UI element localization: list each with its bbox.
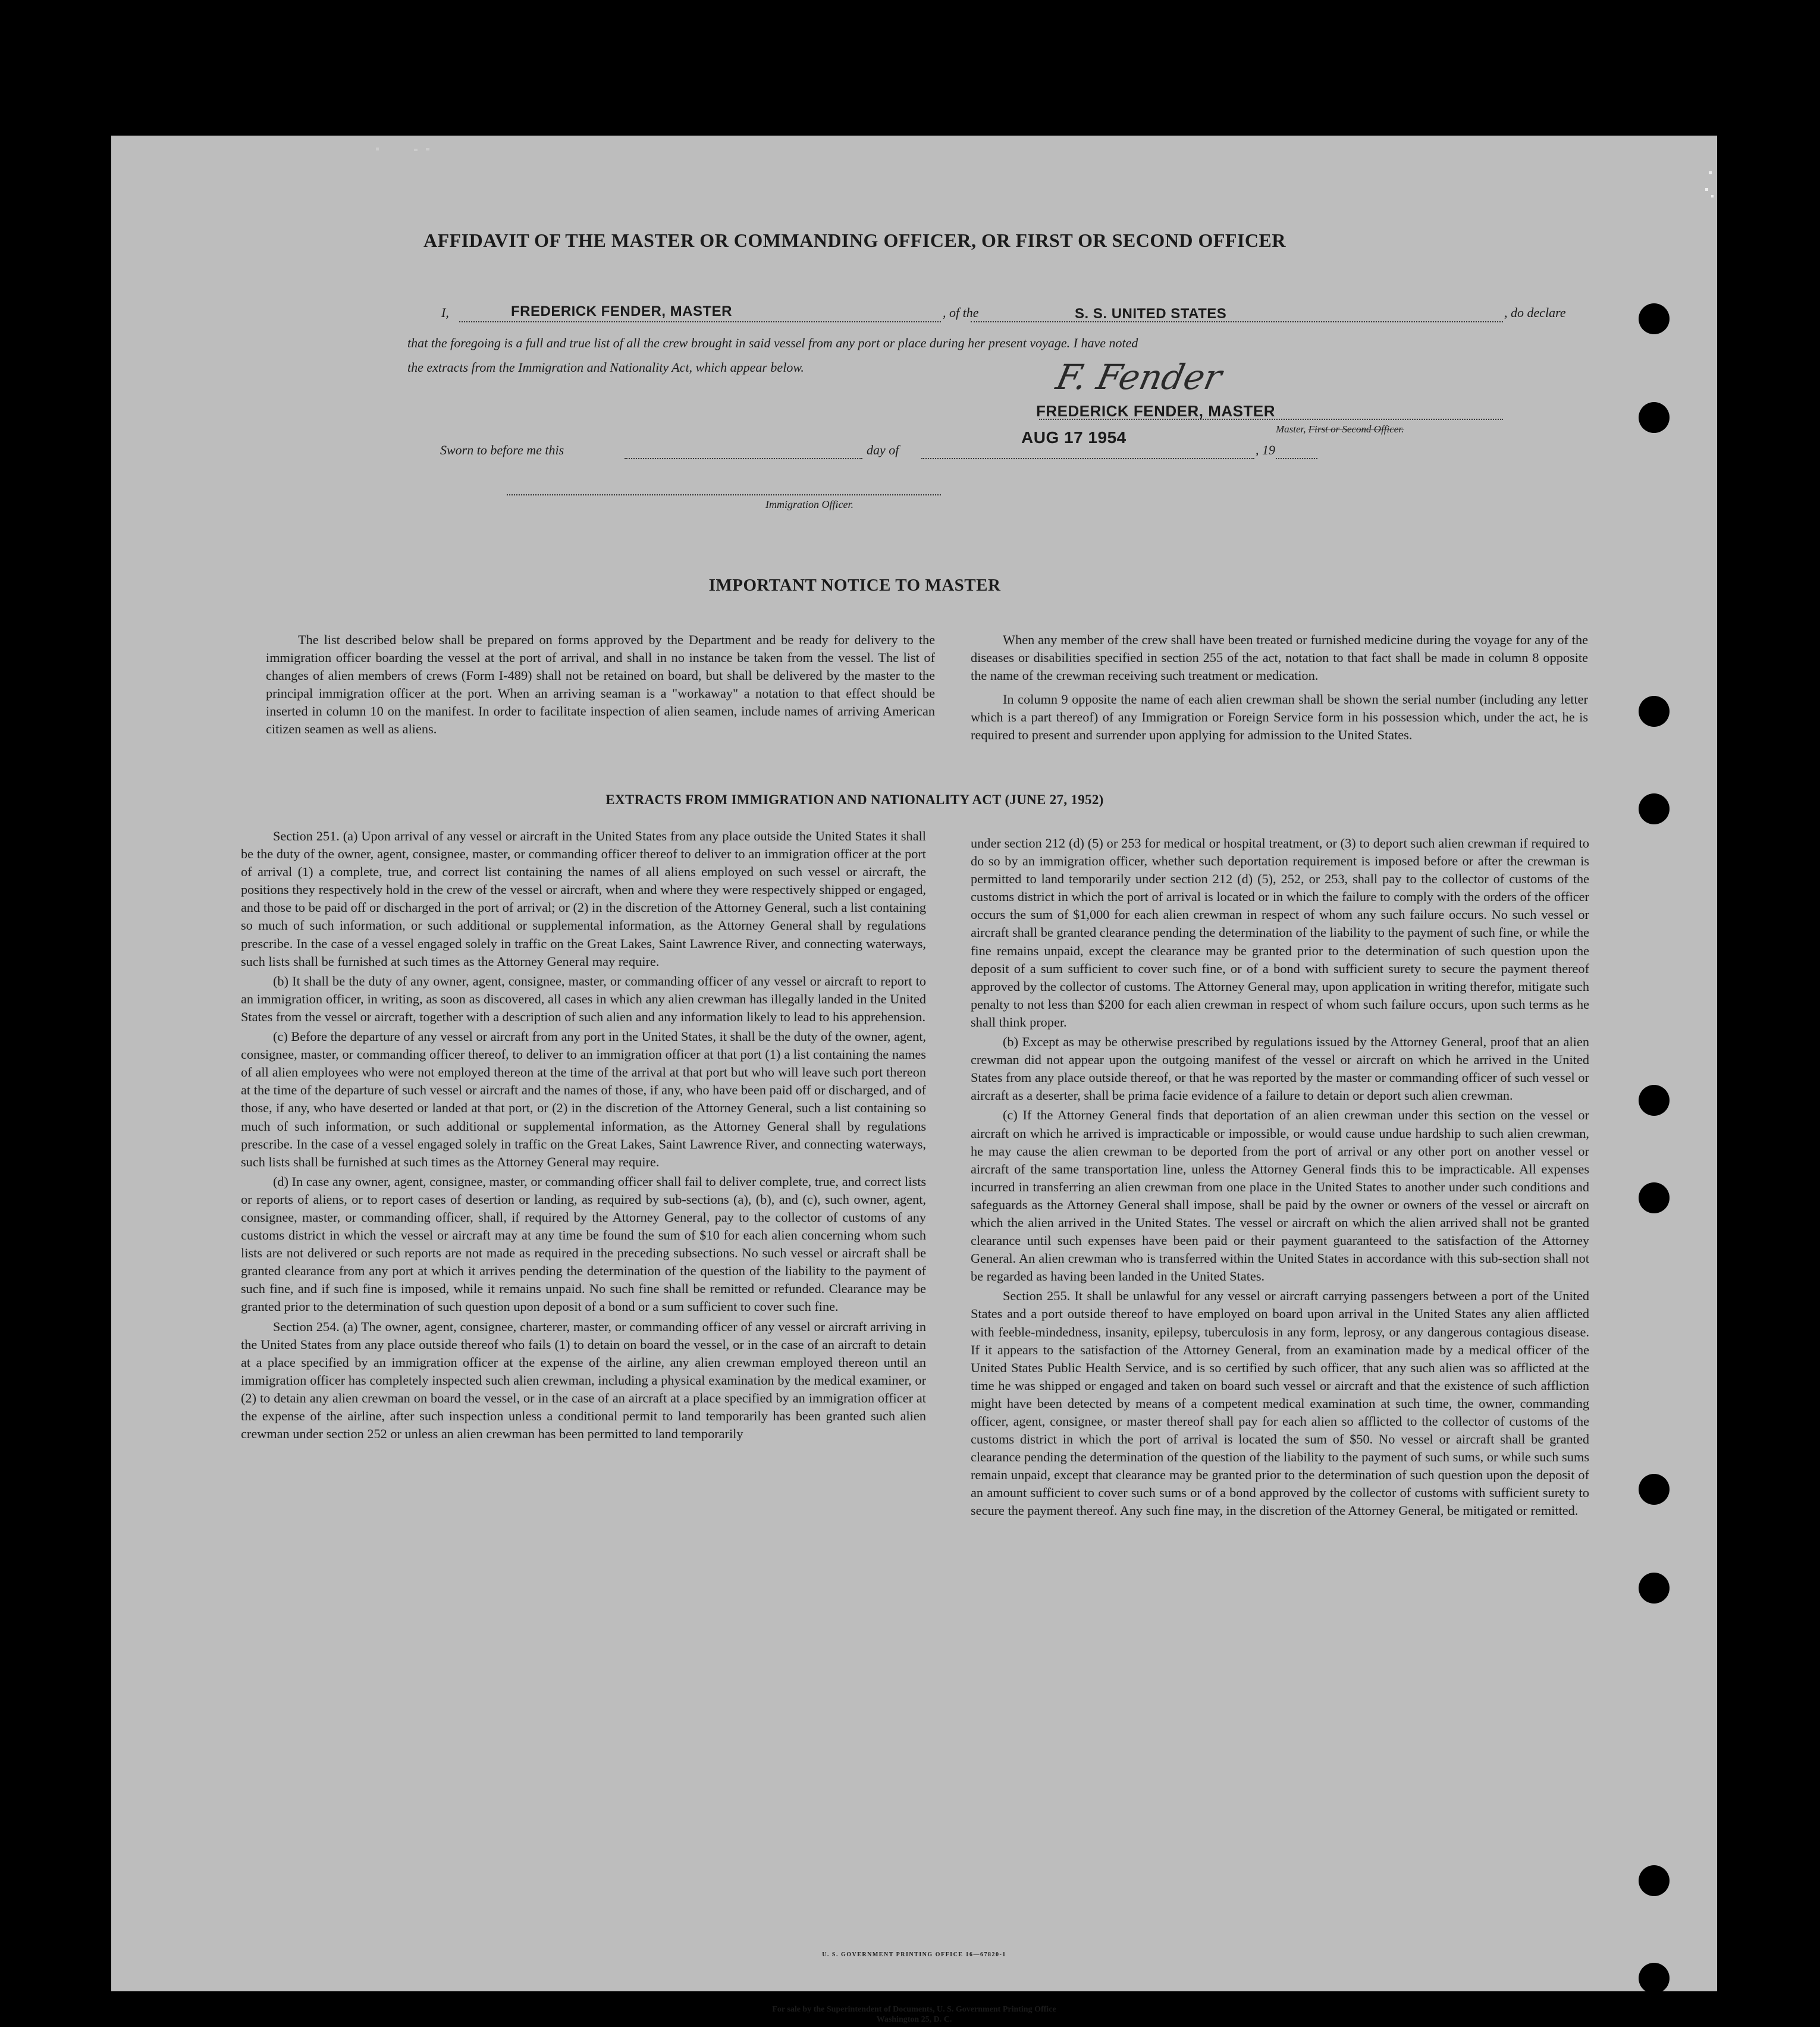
year-prefix: , 19 <box>1256 443 1275 457</box>
punch-hole <box>1639 696 1670 727</box>
do-declare-label: , do declare <box>1504 305 1566 320</box>
punch-hole <box>1639 793 1670 824</box>
act-paragraph: (c) If the Attorney General finds that deportation of an alien crewman under this section on the vessel or aircraft on which he arrived is impracticable or impossible, or would cause undue hardship to such alien crewman, he may cause the alien crewman to be deported from the port of arrival or any other port on another vessel or aircraft of the same transportation line, unless the Attorney General finds this to be impracticable. All expenses incurred in transferring an alien crewman from one place in the United States to another under such conditions and safeguards as the Attorney General shall impose, shall be paid by the owner or owners of the vessel or aircraft on which the alien arrived in the United States. The vessel or aircraft on which the alien arrived shall not be granted clearance until such expenses have been paid or their payment guaranteed to the satisfaction of the Attorney General. An alien crewman who is transferred within the United States in accordance with this sub-section shall not be regarded as having been landed in the United States. <box>971 1107 1589 1284</box>
sale-notice-line-1: For sale by the Superintendent of Documents, U. S. Government Printing Office <box>772 2005 1056 2014</box>
act-paragraph: (d) In case any owner, agent, consignee, master, or commanding officer shall fail to deliver complete, true, and correct lists or reports of aliens, or to report cases of desertion or landing, as required by sub-sections (a), (b), and (c), such owner, agent, consignee, master, or commanding officer, shall, if required by the Attorney General, pay to the collector of customs of any customs district in which the vessel or aircraft may at any time be found the sum of $10 for each alien concerning whom such lists are not delivered or such reports are not made as required in the preceding subsections. No such vessel or aircraft shall be granted clearance from any port at which it arrives pending the determination of the question of the liability to the payment of such fine, and if such fine is imposed, while it remains unpaid. No such fine shall be remitted or refunded. Clearance may be granted prior to the determination of such question upon deposit of a bond or a sum sufficient to cover such fine. <box>241 1173 926 1314</box>
master-caption-text: Master, <box>1276 423 1306 435</box>
sworn-day-line <box>625 458 862 459</box>
vessel-name: S. S. UNITED STATES <box>1075 306 1227 322</box>
notice-paragraph: In column 9 opposite the name of each alien crewman shall be shown the serial number (including any letter which is a part thereof) of any Immigration or Foreign Service form in his possession which, under the act, he is required to present and surrender upon applying for admission to the United States. <box>971 692 1588 743</box>
act-paragraph: Section 251. (a) Upon arrival of any vessel or aircraft in the United States from any place outside the United States it shall be the duty of the owner, agent, consignee, master, or commanding officer thereof to deliver to an immigration officer at the port of arrival (1) a complete, true, and correct list containing the names of all aliens employed on such vessel or aircraft, the positions they respectively hold in the crew of the vessel or aircraft, when and where they were respectively shipped or engaged, and those to be paid off or discharged in the port of arrival; or (2) in the discretion of the Attorney General, such a list containing so much of such information, or such additional or supplemental information, as the Attorney General shall by regulations prescribe. In the case of a vessel engaged solely in traffic on the Great Lakes, Saint Lawrence River, and connecting waterways, such lists shall be furnished at such times as the Attorney General may require. <box>241 829 926 969</box>
punch-hole <box>1639 402 1670 433</box>
declarant-prefix: I, <box>441 305 449 320</box>
day-of-label: day of <box>867 443 899 457</box>
master-signature: F. Fender <box>1052 357 1226 397</box>
notice-title: IMPORTANT NOTICE TO MASTER <box>708 576 1001 595</box>
master-caption-struck: First or Second Officer. <box>1308 423 1404 435</box>
scan-speck <box>426 148 429 150</box>
notice-right-column <box>971 631 1588 746</box>
act-paragraph: under section 212 (d) (5) or 253 for medical or hospital treatment, or (3) to deport such alien crewman if required to do so by an immigration officer, whether such deportation requirement is imposed before or after the crewman is permitted to land temporarily under section 212 (d) (5), 252, or 253, shall pay to the collector of customs of the customs district in which the port of arrival is located or in which the failure to comply with the orders of the officer occurs the sum of $1,000 for each alien crewman in respect of whom any such failure occurs. No such vessel or aircraft shall be granted clearance pending the determination of the liability to the payment of such fine, or while the fine remains unpaid, except the clearance may be granted prior to the determination of such question upon the deposit of a sum sufficient to cover such fine, or of a bond with sufficient surety to secure the payment thereof approved by the collector of customs. The Attorney General may, upon application in writing therefor, mitigate such penalty to not less than $200 for each alien crewman in respect of whom such failure occurs, upon such terms as he shall think proper. <box>971 836 1589 1030</box>
vessel-line <box>971 321 1503 322</box>
date-stamp: AUG 17 1954 <box>1021 428 1126 447</box>
of-the-label: , of the <box>943 305 979 320</box>
affidavit-text-line-2: that the foregoing is a full and true list of all the crew brought in said vessel from any port or place during her present voyage. I have noted <box>407 335 1138 350</box>
punch-hole <box>1639 1573 1670 1604</box>
scan-speck <box>376 148 379 150</box>
immigration-officer-line <box>507 494 941 495</box>
sworn-year-line <box>1276 458 1317 459</box>
declarant-name: FREDERICK FENDER, MASTER <box>511 303 733 319</box>
sworn-label: Sworn to before me this <box>440 443 564 457</box>
affidavit-text-line-3: the extracts from the Immigration and Nationality Act, which appear below. <box>407 360 804 375</box>
sworn-month-line <box>921 458 1254 459</box>
punch-hole <box>1639 1474 1670 1505</box>
scan-speck <box>1709 171 1712 174</box>
notice-paragraph: The list described below shall be prepared on forms approved by the Department and be ready for delivery to the immigration officer boarding the vessel at the port of arrival, and shall in no instance be taken from the vessel. The list of changes of alien members of crews (Form I-489) shall not be retained on board, but shall be delivered by the master to the principal immigration officer at the port. When an arriving seaman is a "workaway" a notation to that effect should be inserted in column 10 on the manifest. In order to facilitate inspection of alien seamen, include names of arriving American citizen seamen as well as aliens. <box>266 632 935 737</box>
scan-speck <box>1711 195 1714 197</box>
extracts-right-column <box>971 834 1589 1522</box>
notice-paragraph: When any member of the crew shall have been treated or furnished medicine during the voyage for any of the diseases or disabilities specified in section 255 of the act, notation to that fact shall be made in column 8 opposite the name of the crewman receiving such treatment or medication. <box>971 632 1588 683</box>
extracts-left-column <box>241 827 926 1445</box>
punch-hole <box>1639 1085 1670 1116</box>
act-paragraph: (b) It shall be the duty of any owner, agent, consignee, master, or commanding officer of any vessel or aircraft to report to an immigration officer, in writing, as soon as discovered, all cases in which any alien crewman has illegally landed in the United States from the vessel or aircraft, together with a description of such alien and any information likely to lead to his apprehension. <box>241 973 926 1024</box>
immigration-officer-caption: Immigration Officer. <box>765 498 853 510</box>
act-paragraph: (b) Except as may be otherwise prescribed by regulations issued by the Attorney General, proof that an alien crewman did not appear upon the outgoing manifest of the vessel or aircraft on which he arrived in the United States from any place outside thereof, or that he was reported by the master or commanding officer of such vessel or aircraft as a deserter, shall be prima facie evidence of a failure to detain or deport such alien crewman. <box>971 1034 1589 1103</box>
act-paragraph: Section 255. It shall be unlawful for any vessel or aircraft carrying passengers between a port of the United States and a port outside thereof to have employed on board upon arrival in the United States any alien afflicted with feeble-mindedness, insanity, epilepsy, tuberculosis in any form, leprosy, or any dangerous contagious disease. If it appears to the satisfaction of the Attorney General, from an examination made by a medical officer of the United States Public Health Service, and is so certified by such officer, that any such alien was so afflicted at the time he was shipped or engaged and taken on board such vessel or aircraft and that the existence of such affliction might have been detected by means of a competent medical examination at such time, the owner, commanding officer, agent, consignee, or master thereof shall pay for each alien so afflicted to the collector of customs of the customs district in which the port of arrival is located the sum of $50. No vessel or aircraft shall be granted clearance pending the determination of the question of the liability to the payment of such sums, or while such sums remain unpaid, except that clearance may be granted prior to the determination of such question upon the deposit of an amount sufficient to cover such sums or of a bond approved by the collector of customs with sufficient surety to secure the payment thereof. Any such fine may, in the discretion of the Attorney General, be mitigated or remitted. <box>971 1288 1589 1518</box>
document-page <box>111 136 1717 2024</box>
sale-notice-line-2: Washington 25, D. C. <box>876 2015 952 2024</box>
printing-office-imprint: U. S. GOVERNMENT PRINTING OFFICE 16—67820-1 <box>822 1951 1006 1958</box>
punch-hole <box>1639 1182 1670 1213</box>
scan-speck <box>1705 188 1708 191</box>
act-paragraph: Section 254. (a) The owner, agent, consignee, charterer, master, or commanding officer of any vessel or aircraft arriving in the United States from any place outside thereof who fails (1) to detain on board the vessel, or in the case of an aircraft to detain at a place specified by an immigration officer at the expense of the airline, any alien crewman employed thereon until an immigration officer has completely inspected such alien crewman, including a physical examination by the medical examiner, or (2) to detain any alien crewman on board the vessel, or in the case of an aircraft at a place specified by an immigration officer at the expense of the airline, after such inspection unless a conditional permit to land temporarily has been granted such alien crewman under section 252 or unless an alien crewman has been permitted to land temporarily <box>241 1319 926 1442</box>
master-caption <box>1276 423 1404 435</box>
signature-stamp: FREDERICK FENDER, MASTER <box>1036 402 1276 420</box>
affidavit-title: AFFIDAVIT OF THE MASTER OR COMMANDING OFFICER, OR FIRST OR SECOND OFFICER <box>423 230 1286 251</box>
act-paragraph: (c) Before the departure of any vessel or aircraft from any port in the United States, it shall be the duty of the owner, agent, consignee, master, or commanding officer thereof, to deliver to an immigration officer at that port (1) a list containing the names of all alien employees who were not employed thereon at the time of the arrival at that port but who will leave such port thereon at the time of the departure of such vessel or aircraft and the names of those, if any, who have been paid off or discharged, and of those, if any, who have deserted or landed at that port, or (2) in the discretion of the Attorney General, such a list containing so much of such information, or such additional or supplemental information, as the Attorney General shall by regulations prescribe. In the case of a vessel engaged solely in traffic on the Great Lakes, Saint Lawrence River, and connecting waterways, such lists shall be furnished at such times as the Attorney General may require. <box>241 1029 926 1169</box>
punch-hole <box>1639 1963 1670 1994</box>
declarant-line <box>459 321 941 322</box>
punch-hole <box>1639 303 1670 334</box>
sale-notice <box>587 2004 1241 2025</box>
notice-left-column <box>266 631 935 740</box>
punch-hole <box>1639 1865 1670 1896</box>
scan-speck <box>414 149 418 151</box>
extracts-title: EXTRACTS FROM IMMIGRATION AND NATIONALITY ACT (JUNE 27, 1952) <box>605 792 1104 807</box>
